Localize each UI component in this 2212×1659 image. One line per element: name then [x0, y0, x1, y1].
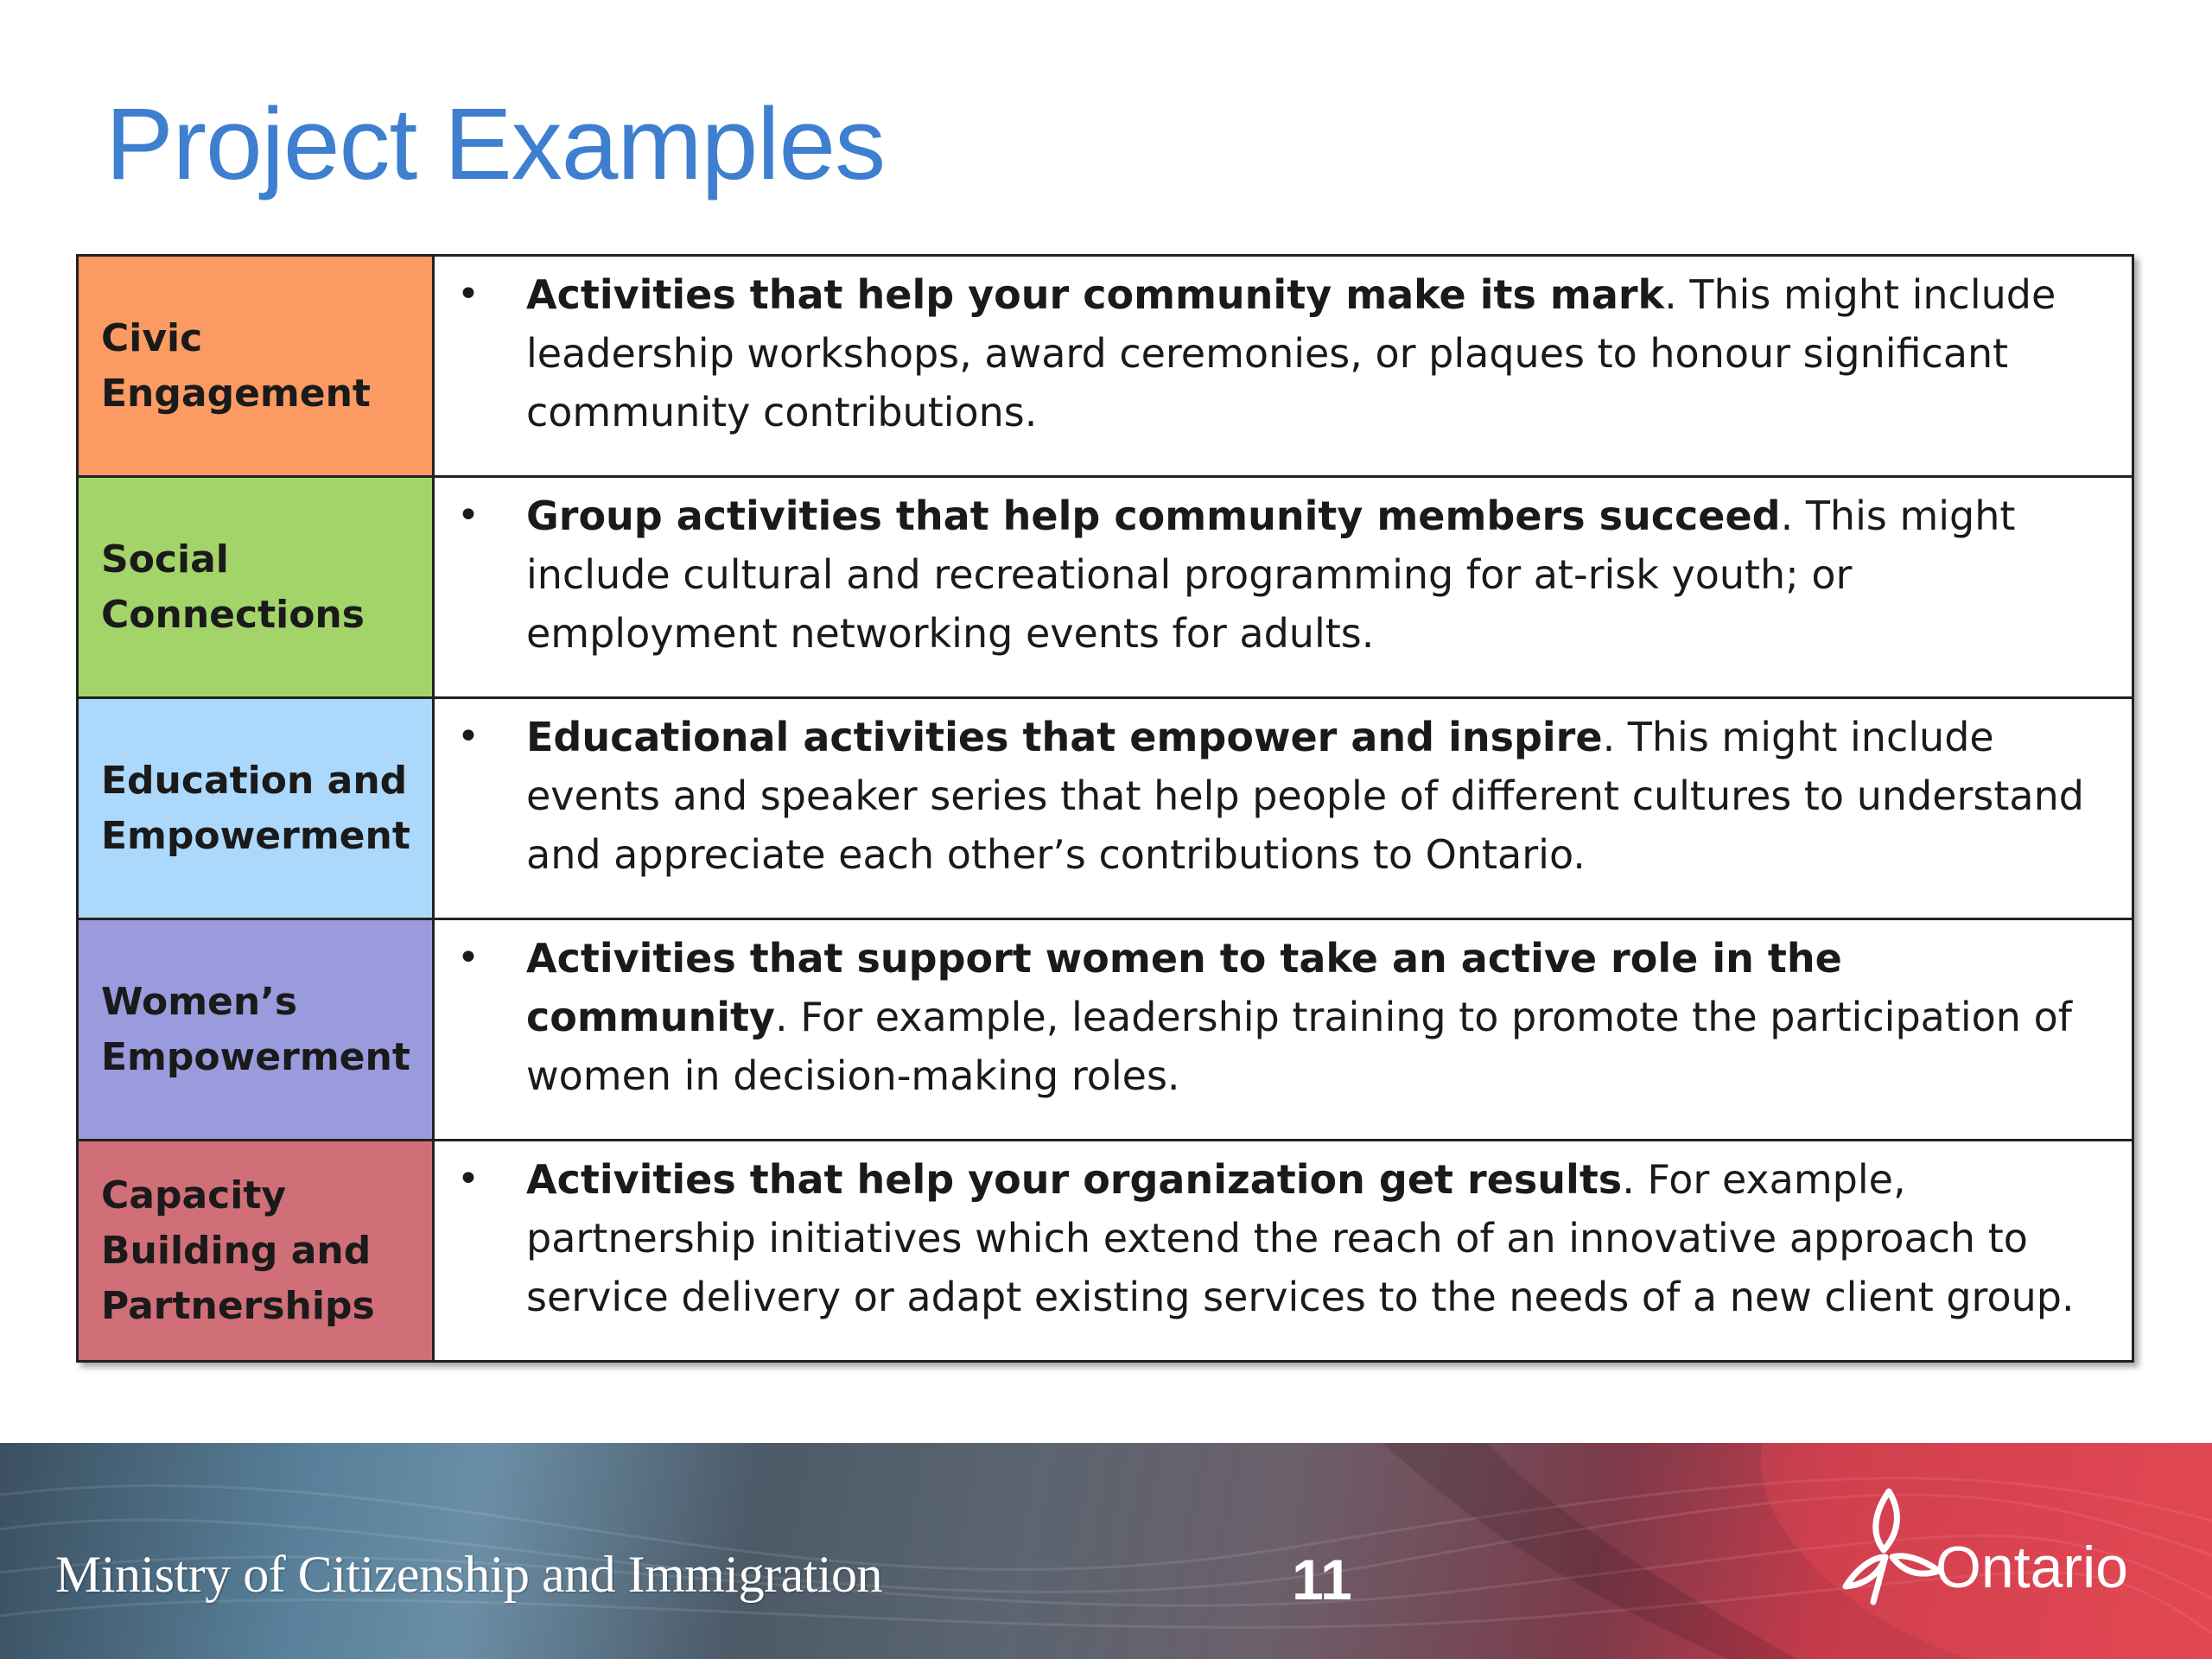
description-bold: Activities that support women to take an active role in the community	[526, 935, 1842, 1040]
category-label-line: Building and	[101, 1228, 372, 1273]
category-cell-womens-empowerment	[78, 919, 434, 1141]
category-label-line: Social	[101, 537, 229, 582]
category-label-line: Women’s	[101, 979, 298, 1024]
project-examples-table	[76, 254, 2134, 1363]
trillium-icon	[1828, 1484, 1949, 1614]
category-label-line: Empowerment	[101, 1034, 410, 1079]
table-row	[78, 698, 2133, 919]
ontario-logo	[1828, 1484, 2128, 1614]
category-cell-social-connections	[78, 477, 434, 698]
category-label-line: Civic	[101, 315, 203, 360]
page-number: 11	[1292, 1548, 1352, 1611]
description-cell	[434, 919, 2133, 1141]
bullet-icon: •	[457, 493, 480, 537]
description-bold: Activities that help your community make its mark	[526, 271, 1665, 318]
description-bold: Educational activities that empower and inspire	[526, 714, 1603, 760]
page-title: Project Examples	[105, 87, 886, 201]
category-cell-education-empowerment	[78, 698, 434, 919]
bullet-icon: •	[457, 1157, 480, 1201]
table-row	[78, 256, 2133, 477]
ontario-wordmark: Ontario	[1936, 1535, 2128, 1600]
category-label-line: Capacity	[101, 1173, 287, 1217]
description-cell	[434, 256, 2133, 477]
description-text: . This might include events and speaker series that help people of different cultures to understand and appreciate each other’s contributions to Ontario.	[526, 714, 2084, 878]
description-bold: Group activities that help community members succeed	[526, 493, 1781, 539]
category-label-line: Partnerships	[101, 1283, 375, 1328]
category-label-line: Empowerment	[101, 813, 410, 858]
bullet-icon: •	[457, 936, 480, 980]
description-cell	[434, 698, 2133, 919]
table-row	[78, 477, 2133, 698]
description-bold: Activities that help your organization get results	[526, 1156, 1623, 1203]
bullet-icon: •	[457, 715, 480, 759]
table-row	[78, 1141, 2133, 1362]
description-text: . This might include leadership workshops, award ceremonies, or plaques to honour significant community contributions.	[526, 271, 2056, 435]
footer-banner	[0, 1443, 2212, 1659]
description-text: . For example, leadership training to promote the participation of women in decision-making roles.	[526, 994, 2072, 1099]
description-cell	[434, 477, 2133, 698]
category-label-line: Connections	[101, 592, 365, 637]
description-text: . This might include cultural and recreational programming for at-risk youth; or employment networking events for adults.	[526, 493, 2016, 657]
ministry-name: Ministry of Citizenship and Immigration	[55, 1546, 883, 1603]
bullet-icon: •	[457, 272, 480, 316]
table-row	[78, 919, 2133, 1141]
description-cell	[434, 1141, 2133, 1362]
description-text: . For example, partnership initiatives which extend the reach of an innovative approach to service delivery or adapt existing services to the needs of a new client group.	[526, 1156, 2075, 1320]
category-label-line: Education and	[101, 758, 408, 803]
category-cell-civic-engagement	[78, 256, 434, 477]
category-cell-capacity-building	[78, 1141, 434, 1362]
category-label-line: Engagement	[101, 371, 371, 416]
